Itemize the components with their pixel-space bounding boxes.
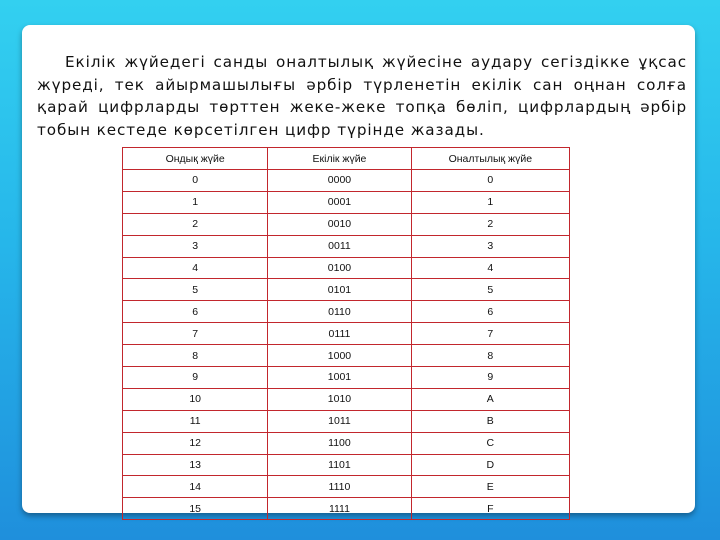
cell-binary: 1010 — [268, 388, 411, 410]
cell-decimal: 11 — [123, 410, 268, 432]
cell-hex: A — [411, 388, 569, 410]
cell-binary: 0010 — [268, 213, 411, 235]
table-row — [123, 476, 570, 498]
table-row — [123, 191, 570, 213]
cell-decimal: 10 — [123, 388, 268, 410]
table-row — [123, 323, 570, 345]
cell-decimal: 9 — [123, 367, 268, 389]
cell-binary: 0001 — [268, 191, 411, 213]
cell-binary: 0000 — [268, 170, 411, 192]
header-decimal: Ондық жүйе — [123, 148, 268, 170]
table-row — [123, 235, 570, 257]
table-row — [123, 498, 570, 520]
table-row — [123, 170, 570, 192]
cell-binary: 1100 — [268, 432, 411, 454]
cell-decimal: 6 — [123, 301, 268, 323]
cell-hex: 7 — [411, 323, 569, 345]
table-row — [123, 454, 570, 476]
cell-binary: 1110 — [268, 476, 411, 498]
cell-hex: 2 — [411, 213, 569, 235]
table-row — [123, 279, 570, 301]
cell-hex: 8 — [411, 345, 569, 367]
paragraph-text: Екілік жүйедегі санды оналтылық жүйесіне аудару сегіздікке ұқсас жүреді, тек айырмашылығы әрбір түрленетін екілік сан оңнан солға қарай цифрларды төрттен жеке-жеке топқа бөліп, цифрлардың әрбір тобын кестеде көрсетілген цифр түрінде жазады. — [37, 53, 687, 139]
table-row — [123, 257, 570, 279]
cell-hex: E — [411, 476, 569, 498]
cell-decimal: 8 — [123, 345, 268, 367]
table-row — [123, 301, 570, 323]
header-hex: Оналтылық жүйе — [411, 148, 569, 170]
cell-decimal: 1 — [123, 191, 268, 213]
cell-hex: C — [411, 432, 569, 454]
cell-decimal: 13 — [123, 454, 268, 476]
cell-hex: 9 — [411, 367, 569, 389]
intro-paragraph — [37, 51, 687, 141]
cell-decimal: 0 — [123, 170, 268, 192]
table-row — [123, 388, 570, 410]
cell-binary: 0110 — [268, 301, 411, 323]
cell-binary: 0011 — [268, 235, 411, 257]
cell-binary: 0101 — [268, 279, 411, 301]
cell-binary: 0100 — [268, 257, 411, 279]
cell-hex: F — [411, 498, 569, 520]
table-row — [123, 345, 570, 367]
cell-hex: 5 — [411, 279, 569, 301]
table-row — [123, 432, 570, 454]
cell-binary: 1111 — [268, 498, 411, 520]
cell-hex: D — [411, 454, 569, 476]
cell-hex: 0 — [411, 170, 569, 192]
cell-decimal: 5 — [123, 279, 268, 301]
cell-binary: 0111 — [268, 323, 411, 345]
header-binary: Екілік жүйе — [268, 148, 411, 170]
cell-binary: 1011 — [268, 410, 411, 432]
conversion-table — [122, 147, 570, 520]
cell-decimal: 3 — [123, 235, 268, 257]
cell-binary: 1001 — [268, 367, 411, 389]
slide-card — [22, 25, 695, 513]
cell-decimal: 15 — [123, 498, 268, 520]
table-header-row — [123, 148, 570, 170]
cell-hex: 1 — [411, 191, 569, 213]
cell-binary: 1000 — [268, 345, 411, 367]
cell-decimal: 12 — [123, 432, 268, 454]
cell-hex: 4 — [411, 257, 569, 279]
cell-hex: B — [411, 410, 569, 432]
cell-decimal: 2 — [123, 213, 268, 235]
cell-decimal: 14 — [123, 476, 268, 498]
table-row — [123, 213, 570, 235]
cell-hex: 3 — [411, 235, 569, 257]
cell-decimal: 7 — [123, 323, 268, 345]
table-row — [123, 367, 570, 389]
table-row — [123, 410, 570, 432]
cell-binary: 1101 — [268, 454, 411, 476]
cell-hex: 6 — [411, 301, 569, 323]
cell-decimal: 4 — [123, 257, 268, 279]
